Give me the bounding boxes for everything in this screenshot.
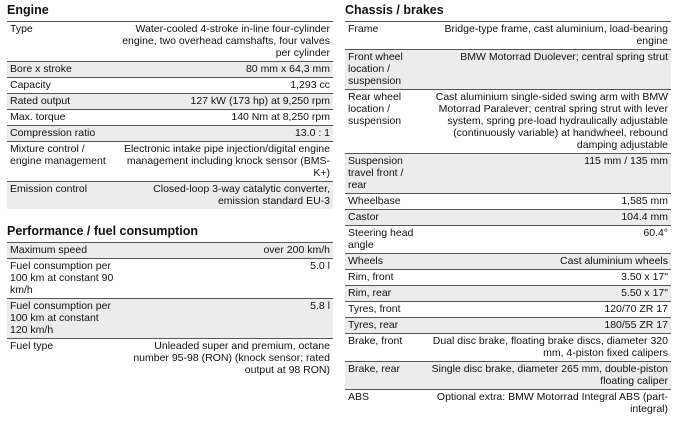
table-row [7, 299, 333, 339]
spec-label: Max. torque [10, 111, 66, 123]
right-column [345, 0, 671, 417]
spec-value: 127 kW (173 hp) at 9,250 rpm [190, 95, 330, 107]
spec-value: 140 Nm at 8,250 rpm [231, 111, 330, 123]
table-row [345, 194, 671, 210]
chassis-section-title: Chassis / brakes [345, 3, 444, 17]
table-row [7, 142, 333, 182]
spec-label: Maximum speed [10, 244, 88, 256]
spec-label: Front wheel location / suspension [348, 51, 403, 87]
spec-label: Steering head angle [348, 227, 414, 251]
spec-label: Rim, rear [348, 287, 392, 299]
spec-value: Closed-loop 3-way catalytic converter, emission standard EU-3 [153, 183, 330, 207]
table-row [7, 339, 333, 379]
spec-label: Tyres, front [348, 303, 401, 315]
spec-value: Water-cooled 4-stroke in-line four-cylinder engine, two overhead camshafts, four valves per cylinder [122, 23, 330, 59]
table-row [7, 22, 333, 62]
table-row [7, 110, 333, 126]
table-row [345, 226, 671, 254]
spec-label: Capacity [10, 79, 51, 91]
table-row [345, 362, 671, 390]
table-row [345, 302, 671, 318]
spec-value: Bridge-type frame, cast aluminium, load-bearing engine [444, 23, 668, 47]
spec-label: Type [10, 23, 33, 35]
spec-label: Brake, front [348, 335, 403, 347]
spec-label: Wheels [348, 255, 384, 267]
table-row [345, 22, 671, 50]
spec-value: Unleaded super and premium, octane number 95-98 (RON) (knock sensor; rated output at 98 RON) [133, 340, 330, 376]
spec-label: Emission control [10, 183, 88, 195]
spec-value: 104.4 mm [621, 211, 668, 223]
spec-value: BMW Motorrad Duolever; central spring strut [460, 51, 668, 63]
table-row [7, 259, 333, 299]
spec-label: Compression ratio [10, 127, 96, 139]
table-row [345, 50, 671, 90]
spec-value: 80 mm x 64,3 mm [245, 63, 330, 75]
table-row [345, 390, 671, 418]
spec-label: Rear wheel location / suspension [348, 91, 402, 127]
spec-label: Castor [348, 211, 379, 223]
table-row [345, 154, 671, 194]
spec-label: Suspension travel front / rear [348, 155, 404, 191]
spec-value: Cast aluminium wheels [560, 255, 668, 267]
spec-label: ABS [348, 391, 370, 403]
spec-value: 5.0 l [310, 260, 330, 272]
left-column [7, 0, 333, 378]
engine-spec-table [7, 21, 333, 209]
spec-value: 5.50 x 17" [621, 287, 668, 299]
table-row [345, 318, 671, 334]
spec-value: Single disc brake, diameter 265 mm, double-piston floating caliper [431, 363, 668, 387]
spec-label: Brake, rear [348, 363, 400, 375]
spec-label: Wheelbase [348, 195, 401, 207]
spec-value: 5.8 l [310, 300, 330, 312]
spec-value: over 200 km/h [263, 244, 330, 256]
engine-section-title: Engine [7, 3, 49, 17]
table-row [7, 94, 333, 110]
performance-section-title: Performance / fuel consumption [7, 224, 199, 238]
table-row [345, 210, 671, 226]
table-row [7, 62, 333, 78]
spec-label: Fuel type [10, 340, 54, 352]
spec-label: Mixture control / engine management [10, 143, 106, 167]
performance-spec-table [7, 242, 333, 378]
spec-label: Fuel consumption per 100 km at constant 120 km/h [10, 300, 111, 336]
table-row [7, 243, 333, 259]
spec-value: Electronic intake pipe injection/digital engine management including knock sensor (BMS-K+) [123, 143, 330, 179]
spec-value: Cast aluminium single-sided swing arm with BMW Motorrad Paralever; central spring strut with lever system, spring pre-load hydraulically adjustable (continuously variable) at handwheel, rebound damping adjustable [435, 91, 668, 151]
table-row [345, 286, 671, 302]
spec-label: Fuel consumption per 100 km at constant 90 km/h [10, 260, 114, 296]
table-row [345, 334, 671, 362]
spec-label: Bore x stroke [10, 63, 72, 75]
spec-label: Rated output [10, 95, 71, 107]
spec-value: 115 mm / 135 mm [584, 155, 668, 167]
table-row [345, 254, 671, 270]
spec-value: 1,293 cc [290, 79, 330, 91]
table-row [7, 126, 333, 142]
spec-value: 180/55 ZR 17 [604, 319, 668, 331]
table-row [7, 78, 333, 94]
table-row [345, 90, 671, 154]
spec-value: 13.0 : 1 [294, 127, 330, 139]
spec-label: Rim, front [348, 271, 394, 283]
spec-label: Tyres, rear [348, 319, 399, 331]
spec-value: 60.4° [643, 227, 668, 239]
chassis-spec-table [345, 21, 671, 417]
spec-value: 1,585 mm [621, 195, 668, 207]
spec-value: 3.50 x 17" [621, 271, 668, 283]
spec-value: 120/70 ZR 17 [604, 303, 668, 315]
table-row [7, 182, 333, 210]
spec-value: Dual disc brake, floating brake discs, diameter 320 mm, 4-piston fixed calipers [432, 335, 668, 359]
table-row [345, 270, 671, 286]
spec-value: Optional extra: BMW Motorrad Integral ABS (part-integral) [436, 391, 668, 415]
spec-label: Frame [348, 23, 379, 35]
